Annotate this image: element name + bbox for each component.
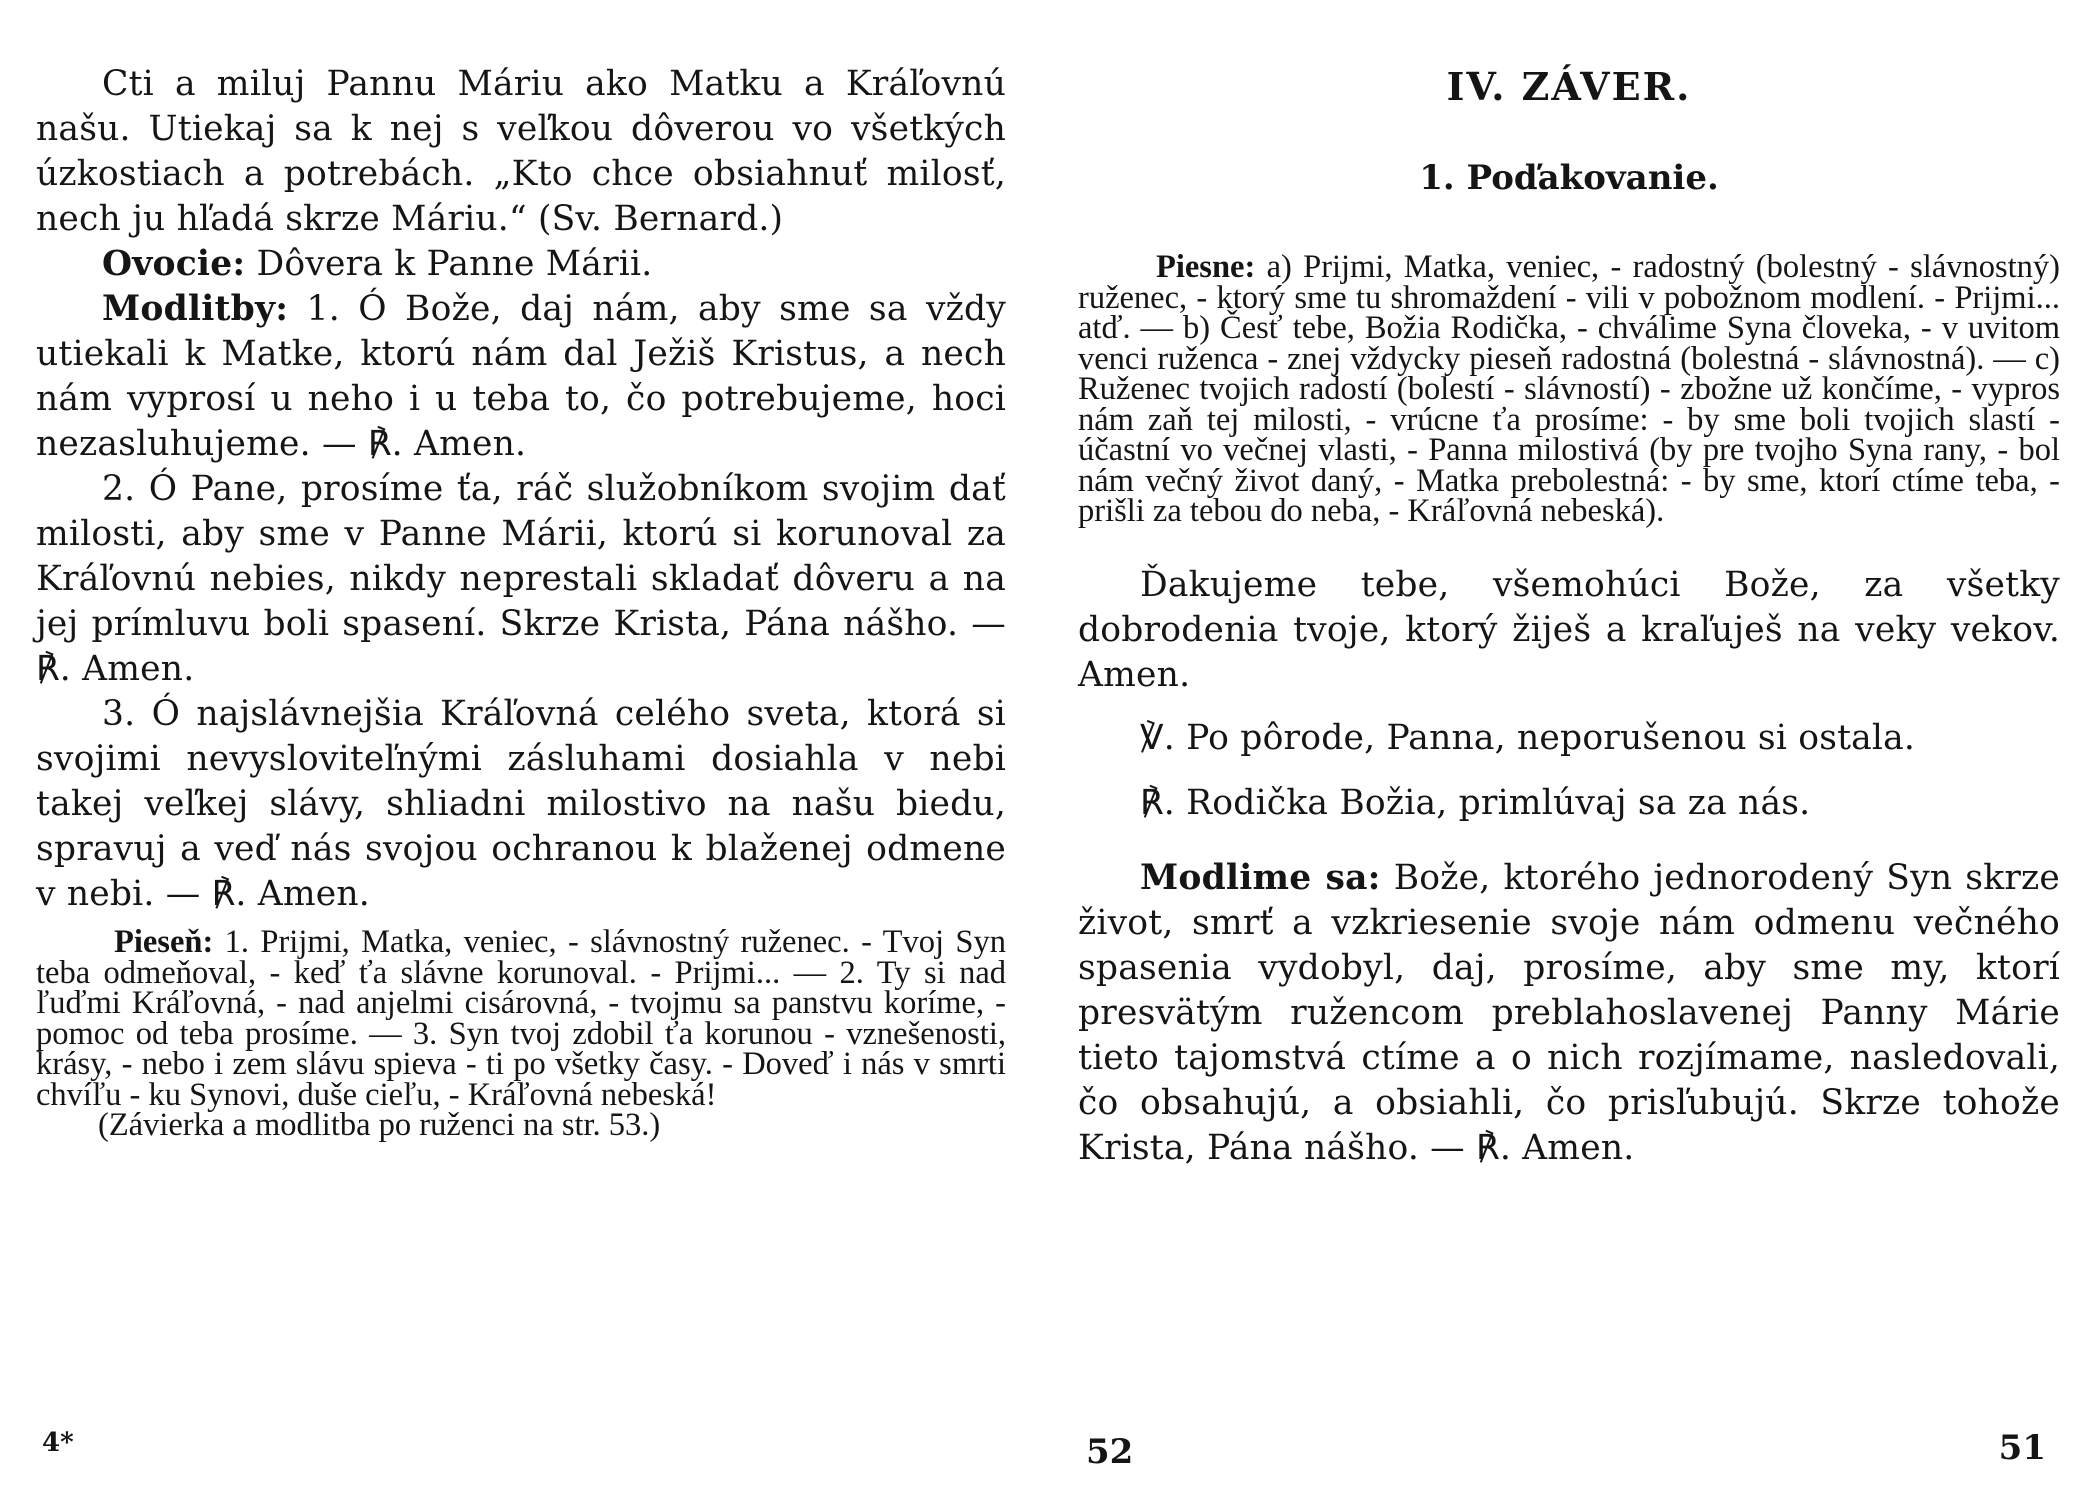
pray-label: Modlime sa:	[1140, 857, 1381, 898]
prayer-2: 2. Ó Pane, prosíme ťa, ráč služobníkom svojim dať milosti, aby sme v Panne Márii, ktorú si korunoval za Kráľovnú nebies, nikdy neprestali skladať dôveru a na jej prímluvu boli spasení. Skrze Krista, Pána nášho. — ℟. Amen.	[36, 469, 1006, 689]
song-paragraph: Pieseň: 1. Prijmi, Matka, veniec, - slávnostný ruženec. - Tvoj Syn teba odmeňoval, - keď ťa slávne korunoval. - Prijmi... — 2. Ty si nad ľuďmi Kráľovná, - nad anjelmi cisárovná, - tvojmu sa panstvu koríme, - pomoc od teba prosíme. — 3. Syn tvoj zdobil ťa korunou - vznešenosti, krásy, - nebo i zem slávu spieva - ti po všetky časy. - Doveď i nás v smrti chvíľu - ku Synovi, duše cieľu, - Kráľovná nebeská!	[36, 924, 1007, 1113]
songs-label: Piesne:	[1156, 249, 1256, 285]
song-label: Pieseň:	[114, 924, 214, 960]
response: ℟. Rodička Božia, primlúvaj sa za nás.	[1140, 782, 1811, 823]
intro-paragraph: Cti a miluj Pannu Máriu ako Matku a Kráľovnú našu. Utiekaj sa k nej s veľkou dôverou vo všetkých úzkostiach a potrebách. „Kto chce obsiahnuť milosť, nech ju hľadá skrze Máriu.“ (Sv. Bernard.)	[36, 64, 1006, 239]
closing-prayer: Modlime sa: Bože, ktorého jednorodený Syn skrze život, smrť a vzkriesenie svoje nám odmenu večného spasenia vydobyl, daj, prosíme, aby sme my, ktorí presvätým ružencom preblahoslavenej Panny Márie tieto tajomstvá ctíme a o nich rozjímame, nasledovali, čo obsahujú, a obsiahli, čo prisľubujú. Skrze tohože Krista, Pána nášho. — ℟. Amen.	[1078, 857, 2061, 1168]
fruit-label: Ovocie:	[102, 244, 246, 284]
songs-paragraph: Piesne: a) Prijmi, Matka, veniec, - radostný (bolestný - slávnostný) ruženec, - ktorý sme tu shromaždení - vili v pobožnom modlení. - Prijmi... atď. — b) Česť tebe, Božia Rodička, - chválime Syna človeka, - v uvitom venci ruženca - znej vždycky pieseň radostná (bolestná - slávnostná). — c) Ruženec tvojich radostí (bolestí - slávností) - zbožne už končíme, - vypros nám zaň tej milosti, - vrúcne ťa prosíme: - by sme boli tvojich slastí - účastní vo večnej vlasti, - Panna milostivá (by pre tvojho Syna rany, - bol nám večný život daný, - Matka prebolestná: - by sme, ktorí ctíme teba, - prišli za tebou do neba, - Kráľovná nebeská).	[1078, 249, 2060, 529]
section-heading: 1. Poďakovanie.	[1419, 158, 1719, 198]
page-number-left: 51	[1998, 1428, 2046, 1468]
chapter-heading: IV. ZÁVER.	[1446, 64, 1692, 109]
closing-note: (Závierka a modlitba po ruženci na str. 53.)	[98, 1107, 661, 1143]
prayer-3: 3. Ó najslávnejšia Kráľovná celého sveta, ktorá si svojimi nevysloviteľnými zásluhami dosiahla v nebi takej veľkej slávy, shliadni milostivo na našu biedu, spravuj a veď nás svojou ochranou k blaženej odmene v nebi. — ℟. Amen.	[36, 694, 1006, 914]
thanks-paragraph: Ďakujeme tebe, všemohúci Bože, za všetky dobrodenia tvoje, ktorý žiješ a kraľuješ na veky vekov. Amen.	[1078, 564, 2060, 695]
signature-mark: 4*	[42, 1428, 74, 1458]
right-page	[1062, 0, 2072, 1500]
page-number-right: 52	[1086, 1432, 1134, 1472]
prayer-1: Modlitby: 1. Ó Bože, daj nám, aby sme sa vždy utiekali k Matke, ktorú nám dal Ježiš Kristus, a nech nám vyprosí u neho i u teba to, čo potrebujeme, hoci nezasluhujeme. — ℟. Amen.	[36, 289, 1006, 464]
prayers-label: Modlitby:	[102, 289, 289, 329]
versicle: ℣. Po pôrode, Panna, neporušenou si ostala.	[1140, 717, 1916, 758]
fruit-text: Dôvera k Panne Márii.	[256, 244, 653, 284]
left-page	[0, 0, 1030, 1500]
fruit-paragraph	[36, 242, 1006, 287]
